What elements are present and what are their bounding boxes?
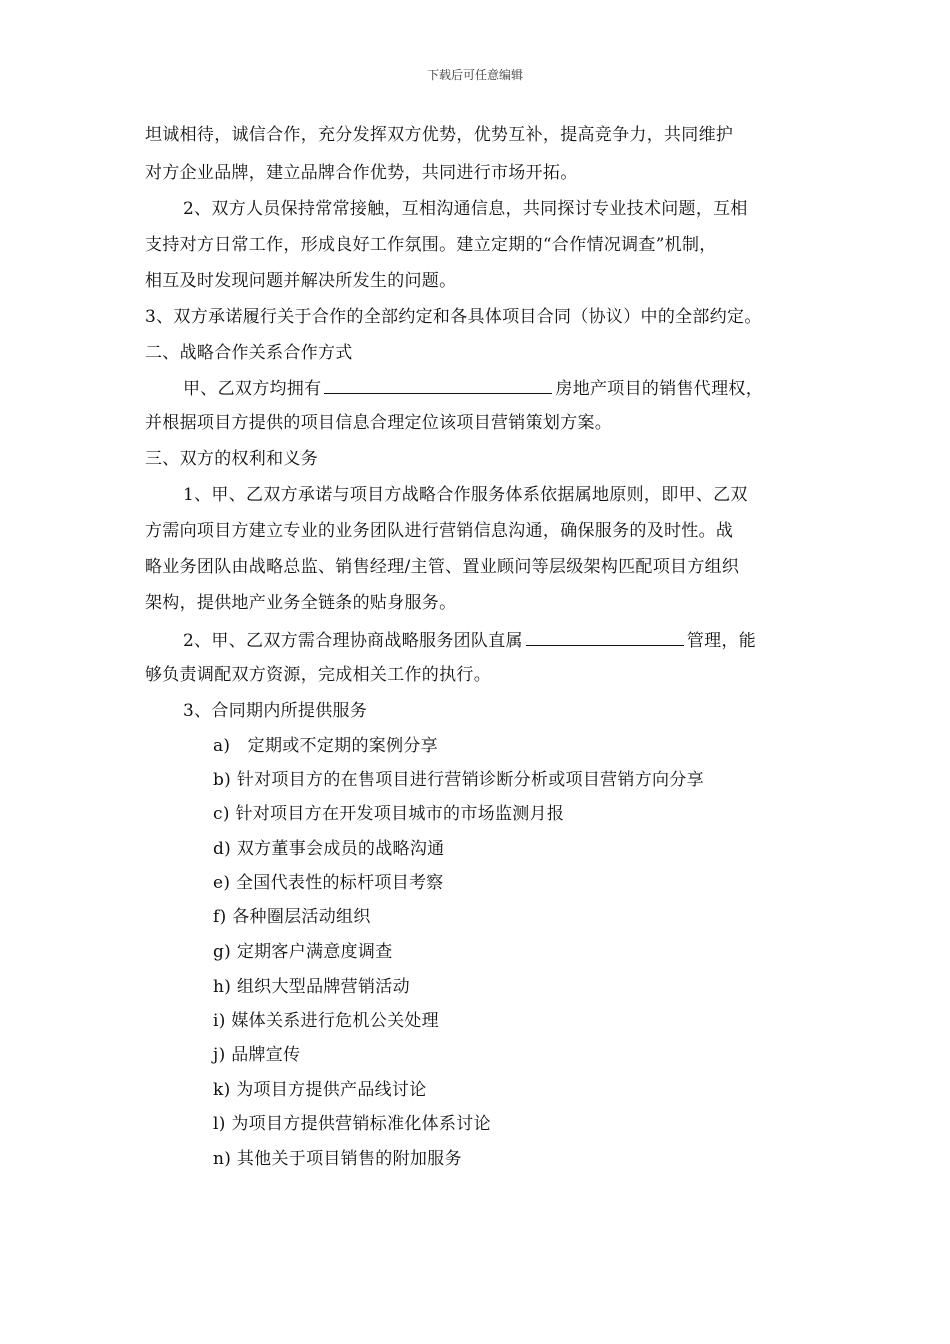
fill-in-blank[interactable]	[526, 628, 684, 646]
body-line: 够负责调配双方资源，完成相关工作的执行。	[145, 665, 491, 685]
body-line: 1、甲、乙双方承诺与项目方战略合作服务体系依据属地原则，即甲、乙双	[183, 485, 748, 505]
body-line: 架构，提供地产业务全链条的贴身服务。	[145, 593, 457, 613]
body-line: 3、双方承诺履行关于合作的全部约定和各具体项目合同（协议）中的全部约定。	[145, 307, 762, 327]
body-line: 2、双方人员保持常常接触，互相沟通信息，共同探讨专业技术问题，互相	[183, 199, 748, 219]
body-line: 略业务团队由战略总监、销售经理/主管、置业顾问等层级架构匹配项目方组织	[145, 557, 740, 577]
service-item: a) 定期或不定期的案例分享	[213, 736, 438, 756]
body-line: 相互及时发现问题并解决所发生的问题。	[145, 271, 457, 291]
fill-in-blank[interactable]	[324, 376, 552, 394]
service-item: f) 各种圈层活动组织	[213, 907, 371, 927]
service-item: c) 针对项目方在开发项目城市的市场监测月报	[213, 804, 565, 824]
header-note: 下载后可任意编辑	[426, 68, 523, 82]
body-line: 对方企业品牌，建立品牌合作优势，共同进行市场开拓。	[145, 163, 578, 183]
service-item: j) 品牌宣传	[213, 1045, 301, 1065]
service-item: l) 为项目方提供营销标准化体系讨论	[213, 1114, 491, 1134]
service-item: e) 全国代表性的标杆项目考察	[213, 873, 444, 893]
clause-text: 2、甲、乙双方需合理协商战略服务团队直属	[183, 631, 523, 651]
clause-text: 房地产项目的销售代理权，	[555, 379, 764, 399]
service-item: n) 其他关于项目销售的附加服务	[213, 1149, 462, 1169]
clause-text: 甲、乙双方均拥有	[183, 379, 322, 399]
clause-team	[183, 628, 756, 652]
body-line: 坦诚相待，诚信合作，充分发挥双方优势，优势互补，提高竞争力，共同维护	[145, 125, 734, 145]
section-heading: 三、双方的权利和义务	[145, 449, 318, 469]
clause-text: 管理，能	[686, 631, 757, 651]
body-line: 方需向项目方建立专业的业务团队进行营销信息沟通，确保服务的及时性。战	[145, 521, 734, 541]
service-item: k) 为项目方提供产品线讨论	[213, 1080, 427, 1100]
service-item: i) 媒体关系进行危机公关处理	[213, 1011, 439, 1031]
clause-sales-rights	[183, 376, 763, 400]
body-line: 支持对方日常工作，形成良好工作氛围。建立定期的“合作情况调查”机制，	[145, 235, 717, 255]
service-item: g) 定期客户满意度调查	[213, 942, 393, 962]
subsection-heading: 3、合同期内所提供服务	[183, 701, 368, 721]
service-item: h) 组织大型品牌营销活动	[213, 977, 410, 997]
service-item: d) 双方董事会成员的战略沟通	[213, 839, 445, 859]
section-heading: 二、战略合作关系合作方式	[145, 343, 353, 363]
body-line: 并根据项目方提供的项目信息合理定位该项目营销策划方案。	[145, 413, 613, 433]
service-item: b) 针对项目方的在售项目进行营销诊断分析或项目营销方向分享	[213, 770, 704, 790]
